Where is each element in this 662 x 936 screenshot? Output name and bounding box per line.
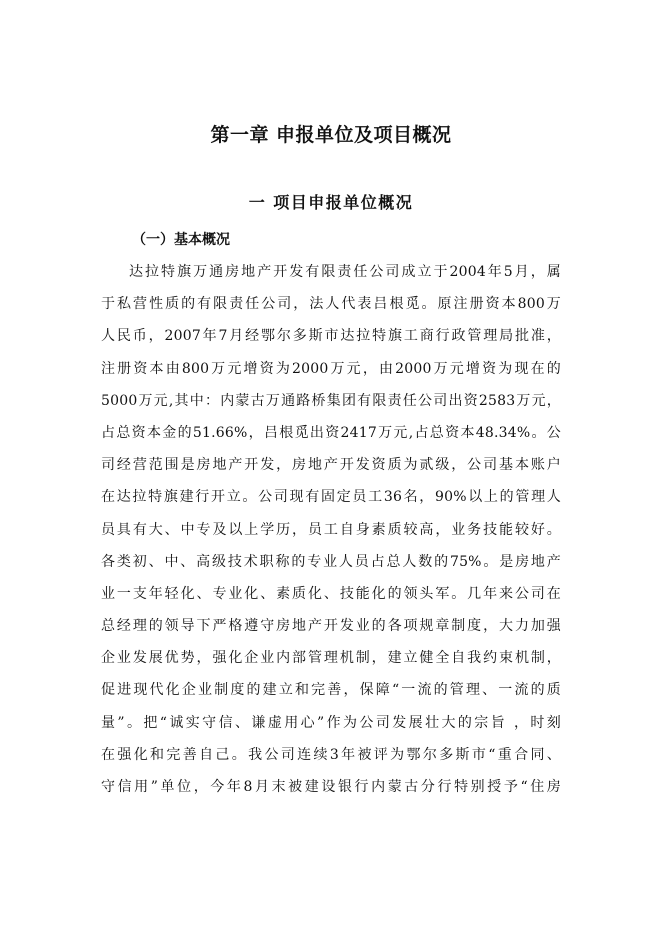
body-paragraph — [101, 256, 561, 803]
paragraph-line: 于私营性质的有限责任公司，法人代表吕根觅。原注册资本800万 — [101, 296, 561, 313]
paragraph-line: 各类初、中、高级技术职称的专业人员占总人数的75%。是房地产 — [101, 553, 561, 570]
paragraph-line: 5000万元,其中：内蒙古万通路桥集团有限责任公司出资2583万元， — [101, 392, 561, 409]
chapter-title: 第一章 申报单位及项目概况 — [210, 124, 452, 146]
paragraph-line: 守信用”单位，今年8月末被建设银行内蒙古分行特别授予“住房 — [101, 779, 561, 795]
paragraph-line: 业一支年轻化、专业化、素质化、技能化的领头军。几年来公司在 — [101, 585, 561, 602]
paragraph-line: 司经营范围是房地产开发，房地产开发资质为贰级，公司基本账户 — [101, 457, 561, 474]
paragraph-line: 在强化和完善自己。我公司连续3年被评为鄂尔多斯市“重合同、 — [101, 746, 561, 763]
paragraph-line: 员具有大、中专及以上学历，员工自身素质较高，业务技能较好。 — [101, 521, 561, 538]
paragraph-line: 在达拉特旗建行开立。公司现有固定员工36名，90%以上的管理人 — [101, 489, 561, 506]
paragraph-line: 促进现代化企业制度的建立和完善，保障“一流的管理、一流的质 — [101, 682, 561, 699]
paragraph-line: 占总资本金的51.66%，吕根觅出资2417万元,占总资本48.34%。公 — [101, 424, 561, 441]
paragraph-line: 注册资本由800万元增资为2000万元，由2000万元增资为现在的 — [101, 360, 561, 377]
subsection-title: （一）基本概况 — [132, 232, 230, 248]
paragraph-line: 量”。把“诚实守信、谦虚用心”作为公司发展壮大的宗旨 ，时刻 — [101, 714, 561, 731]
paragraph-line: 总经理的领导下严格遵守房地产开发业的各项规章制度，大力加强 — [101, 618, 561, 635]
section-title: 一 项目申报单位概况 — [248, 193, 414, 212]
paragraph-line: 企业发展优势，强化企业内部管理机制，建立健全自我约束机制， — [101, 650, 561, 667]
paragraph-line: 达拉特旗万通房地产开发有限责任公司成立于2004年5月，属 — [129, 264, 561, 280]
paragraph-line: 人民币，2007年7月经鄂尔多斯市达拉特旗工商行政管理局批准， — [101, 328, 561, 345]
